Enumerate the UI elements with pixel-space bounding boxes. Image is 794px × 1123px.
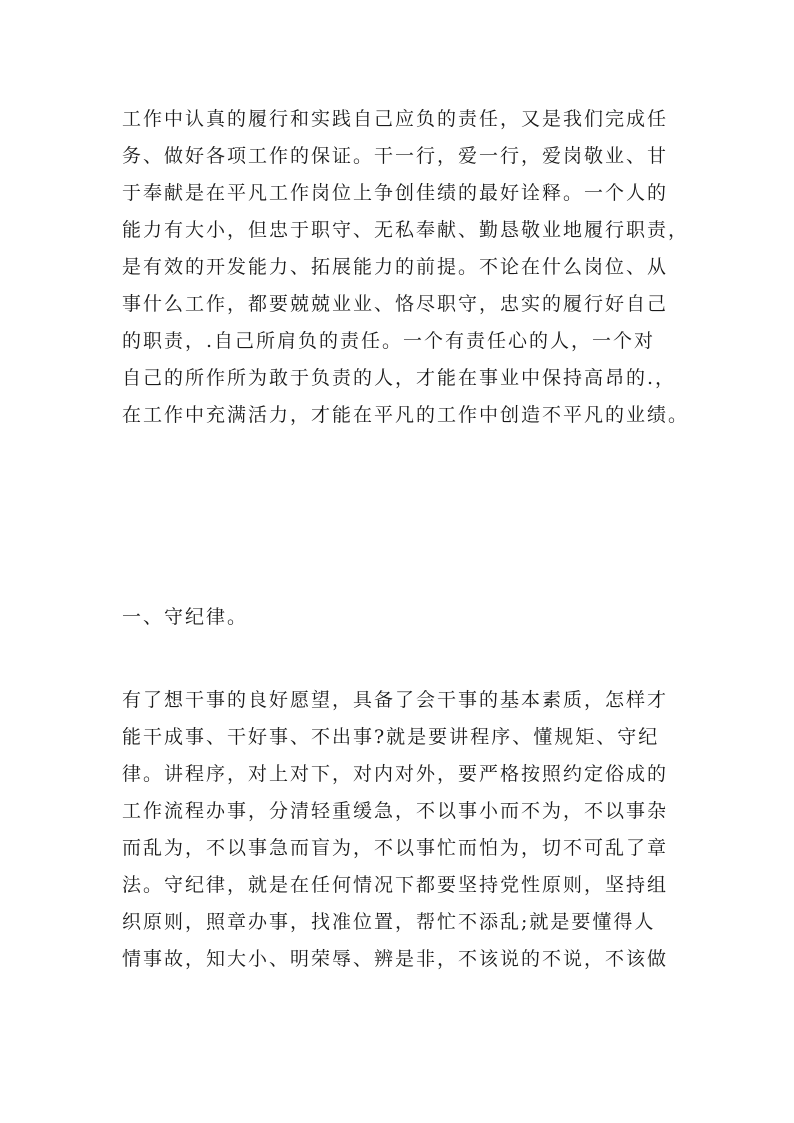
paragraph-line: 工作流程办事，分清轻重缓急，不以事小而不为，不以事杂 bbox=[122, 800, 669, 822]
paragraph-line: 于奉献是在平凡工作岗位上争创佳绩的最好诠释。一个人的 bbox=[122, 182, 669, 204]
paragraph-line: 律。讲程序，对上对下，对内对外，要严格按照约定俗成的 bbox=[122, 763, 669, 785]
paragraph-line: 能干成事、干好事、不出事?就是要讲程序、懂规矩、守纪 bbox=[122, 726, 660, 748]
section-heading bbox=[122, 599, 682, 636]
paragraph-line: 工作中认真的履行和实践自己应负的责任，又是我们完成任 bbox=[122, 108, 669, 130]
paragraph-discipline bbox=[122, 682, 682, 978]
section-heading-text: 一、守纪律。 bbox=[122, 606, 249, 628]
paragraph-line: 务、做好各项工作的保证。干一行，爱一行，爱岗敬业、甘 bbox=[122, 145, 669, 167]
paragraph-line: 自己的所作所为敢于负责的人，才能在事业中保持高昂的.， bbox=[122, 367, 677, 389]
paragraph-line: 能力有大小，但忠于职守、无私奉献、勤恳敬业地履行职责， bbox=[122, 219, 690, 241]
paragraph-responsibility bbox=[122, 101, 690, 434]
paragraph-line: 事什么工作，都要兢兢业业、恪尽职守，忠实的履行好自己 bbox=[122, 293, 669, 315]
paragraph-line: 是有效的开发能力、拓展能力的前提。不论在什么岗位、从 bbox=[122, 256, 669, 278]
paragraph-line: 有了想干事的良好愿望，具备了会干事的基本素质，怎样才 bbox=[122, 689, 669, 711]
paragraph-line: 的职责，.自己所肩负的责任。一个有责任心的人，一个对 bbox=[122, 330, 656, 352]
paragraph-line: 情事故，知大小、明荣辱、辨是非，不该说的不说，不该做 bbox=[122, 948, 669, 970]
paragraph-line: 而乱为，不以事急而盲为，不以事忙而怕为，切不可乱了章 bbox=[122, 837, 669, 859]
paragraph-line: 法。守纪律，就是在任何情况下都要坚持党性原则，坚持组 bbox=[122, 874, 669, 896]
paragraph-line: 在工作中充满活力，才能在平凡的工作中创造不平凡的业绩。 bbox=[122, 404, 690, 426]
paragraph-line: 织原则，照章办事，找准位置，帮忙不添乱;就是要懂得人 bbox=[122, 911, 656, 933]
